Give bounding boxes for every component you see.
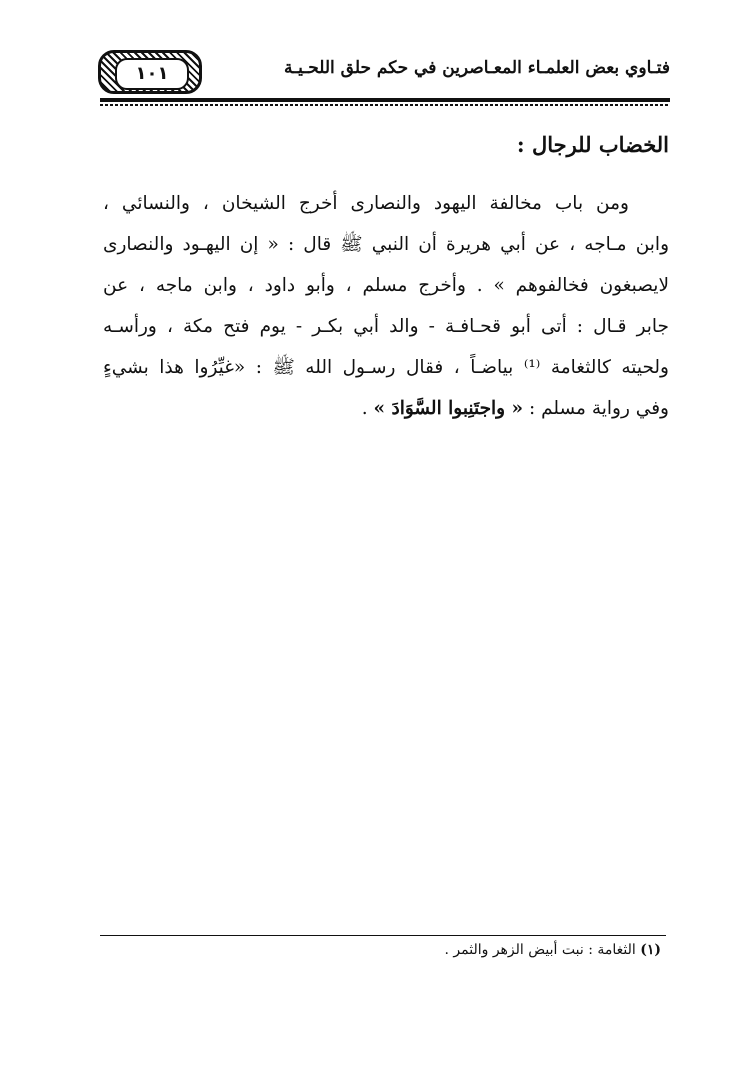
footnote-text: الثغامة : نبت أبيض الزهر والثمر .	[444, 942, 641, 958]
body-line-last	[103, 388, 669, 429]
footnote-rule	[100, 935, 666, 936]
body-line: ولحيته كالثغامة ⁽¹⁾ بياضـاً ، فقال رسـول الله ﷺ : «غيِّرُوا هذا بشيءٍ	[103, 357, 669, 378]
body-line-suffix: .	[361, 398, 374, 419]
section-title: الخضاب للرجال :	[516, 132, 669, 157]
header-rule-dotted	[100, 104, 670, 106]
body-line: ومن باب مخالفة اليهود والنصارى أخرج الشيخان ، والنسائي ،	[103, 193, 629, 214]
running-title: فتـاوي بعض العلمـاء المعـاصرين في حكم حلق اللحـيـة	[284, 58, 670, 78]
hadith-quote: « واجتَنِبوا السَّوَادَ »	[373, 398, 524, 419]
page-number: ١٠١	[115, 58, 189, 90]
body-paragraph	[103, 183, 669, 429]
body-line: لايصبغون فخالفوهم » . وأخرج مسلم ، وأبو داود ، وابن ماجه ، عن	[103, 275, 669, 296]
body-line-prefix: وفي رواية مسلم :	[523, 398, 669, 419]
footnote	[445, 942, 661, 958]
body-line: جابر قـال : أتى أبو قحـافـة - والد أبي بكـر - يوم فتح مكة ، ورأسـه	[103, 316, 669, 337]
running-header	[98, 50, 670, 98]
body-line: وابن مـاجه ، عن أبي هريرة أن النبي ﷺ قال : « إن اليهـود والنصارى	[103, 234, 670, 255]
page-number-badge	[98, 50, 202, 94]
footnote-number: (١)	[640, 942, 661, 958]
header-rule	[100, 98, 670, 102]
